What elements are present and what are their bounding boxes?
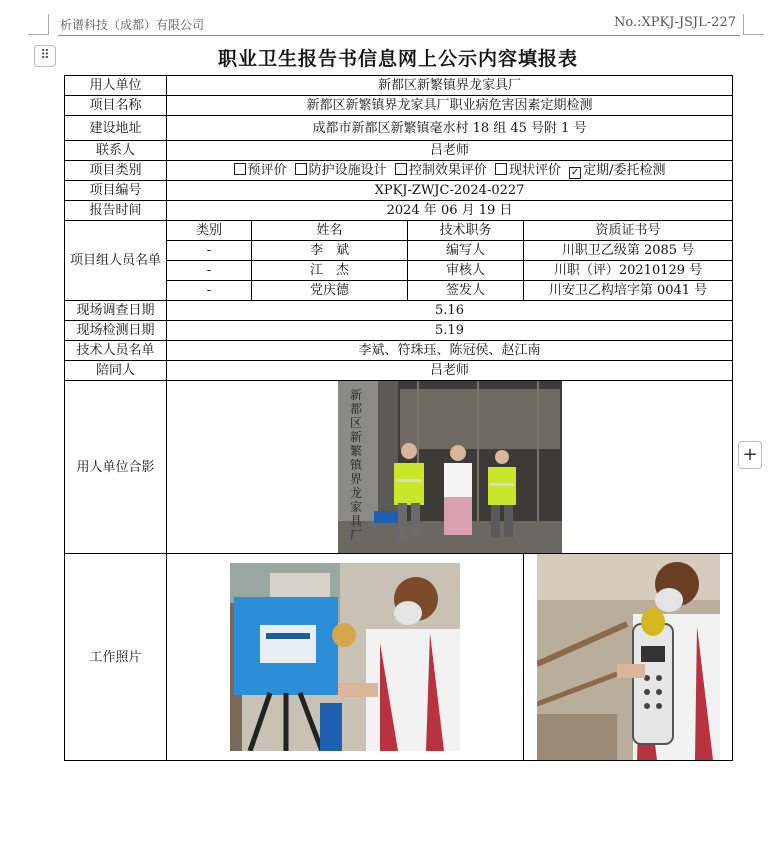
row-report-time [65, 201, 733, 221]
check-mark-icon: ✓ [570, 167, 580, 178]
work-photo-image-2[interactable] [537, 554, 720, 760]
employer-label: 用人单位 [65, 76, 167, 96]
member-type[interactable]: - [167, 241, 252, 261]
work-photos-label: 工作照片 [65, 554, 167, 761]
page-title: 职业卫生报告书信息网上公示内容填报表 [217, 48, 578, 70]
row-escort [65, 361, 733, 381]
row-test-date [65, 321, 733, 341]
report-time-value[interactable]: 2024 年 06 月 19 日 [167, 201, 733, 221]
address-label: 建设地址 [65, 116, 167, 141]
checkbox-control-eval[interactable] [395, 163, 407, 175]
project-no-value[interactable]: XPKJ-ZWJC-2024-0227 [167, 181, 733, 201]
row-survey-date [65, 301, 733, 321]
tech-staff-value[interactable]: 李斌、符珠珏、陈冠侯、赵江南 [167, 341, 733, 361]
member-role[interactable]: 审核人 [408, 261, 524, 281]
project-no-label: 项目编号 [65, 181, 167, 201]
work-photo-cell-2 [524, 554, 733, 761]
group-photo-cell [167, 381, 733, 554]
team-header-row [65, 221, 733, 241]
escort-value[interactable]: 吕老师 [167, 361, 733, 381]
address-value[interactable]: 成都市新都区新繁镇毫水村 18 组 45 号附 1 号 [167, 116, 733, 141]
category-option-periodic-test[interactable]: ✓ 定期/委托检测 [570, 163, 666, 178]
table-move-handle[interactable] [34, 45, 56, 67]
survey-date-value[interactable]: 5.16 [167, 301, 733, 321]
contact-value[interactable]: 吕老师 [167, 141, 733, 161]
group-photo-label: 用人单位合影 [65, 381, 167, 554]
survey-date-label: 现场调查日期 [65, 301, 167, 321]
member-type[interactable]: - [167, 281, 252, 301]
member-name[interactable]: 李 斌 [252, 241, 408, 261]
header-rule [58, 35, 740, 36]
row-tech-staff [65, 341, 733, 361]
group-photo-image[interactable] [338, 381, 562, 553]
row-group-photo [65, 381, 733, 554]
crop-mark-top-left [28, 14, 49, 35]
member-cert[interactable]: 川职卫乙级第 2085 号 [524, 241, 733, 261]
checkbox-periodic-test[interactable] [569, 167, 581, 179]
member-cert[interactable]: 川职（评）20210129 号 [524, 261, 733, 281]
category-option-control-eval[interactable]: 控制效果评价 [395, 163, 487, 178]
row-contact [65, 141, 733, 161]
category-option-pre-eval[interactable]: 预评价 [234, 163, 287, 178]
crop-mark-top-right [743, 14, 764, 35]
team-col-cert: 资质证书号 [524, 221, 733, 241]
team-label: 项目组人员名单 [65, 221, 167, 301]
company-header: 析谱科技（成都）有限公司 [60, 18, 205, 32]
disclosure-form-table [64, 75, 733, 761]
drag-handle-icon: ⠿ [40, 48, 50, 63]
contact-label: 联系人 [65, 141, 167, 161]
plus-icon: + [742, 444, 758, 465]
work-photo-image-1[interactable] [230, 563, 460, 751]
member-type[interactable]: - [167, 261, 252, 281]
category-option-protection-design[interactable]: 防护设施设计 [295, 163, 387, 178]
member-name[interactable]: 党庆德 [252, 281, 408, 301]
row-employer [65, 76, 733, 96]
category-label: 项目类别 [65, 161, 167, 181]
project-name-value[interactable]: 新都区新繁镇界龙家具厂职业病危害因素定期检测 [167, 96, 733, 116]
row-category [65, 161, 733, 181]
row-work-photos [65, 554, 733, 761]
project-name-label: 项目名称 [65, 96, 167, 116]
checkbox-status-eval[interactable] [495, 163, 507, 175]
member-name[interactable]: 江 杰 [252, 261, 408, 281]
tech-staff-label: 技术人员名单 [65, 341, 167, 361]
member-cert[interactable]: 川安卫乙构培字第 0041 号 [524, 281, 733, 301]
checkbox-pre-eval[interactable] [234, 163, 246, 175]
document-number: No.:XPKJ-JSJL-227 [614, 15, 736, 30]
work-photo-cell-1 [167, 554, 524, 761]
add-row-button[interactable] [738, 441, 762, 469]
test-date-value[interactable]: 5.19 [167, 321, 733, 341]
test-date-label: 现场检测日期 [65, 321, 167, 341]
team-col-type: 类别 [167, 221, 252, 241]
team-col-role: 技术职务 [408, 221, 524, 241]
employer-value[interactable]: 新都区新繁镇界龙家具厂 [167, 76, 733, 96]
row-address [65, 116, 733, 141]
row-project-no [65, 181, 733, 201]
escort-label: 陪同人 [65, 361, 167, 381]
team-col-name: 姓名 [252, 221, 408, 241]
category-options [167, 161, 733, 181]
factory-sign-text: 新都区新繁镇界龙家具厂 [349, 388, 362, 542]
row-project-name [65, 96, 733, 116]
member-role[interactable]: 编写人 [408, 241, 524, 261]
report-time-label: 报告时间 [65, 201, 167, 221]
category-option-status-eval[interactable]: 现状评价 [495, 163, 561, 178]
checkbox-protection-design[interactable] [295, 163, 307, 175]
member-role[interactable]: 签发人 [408, 281, 524, 301]
